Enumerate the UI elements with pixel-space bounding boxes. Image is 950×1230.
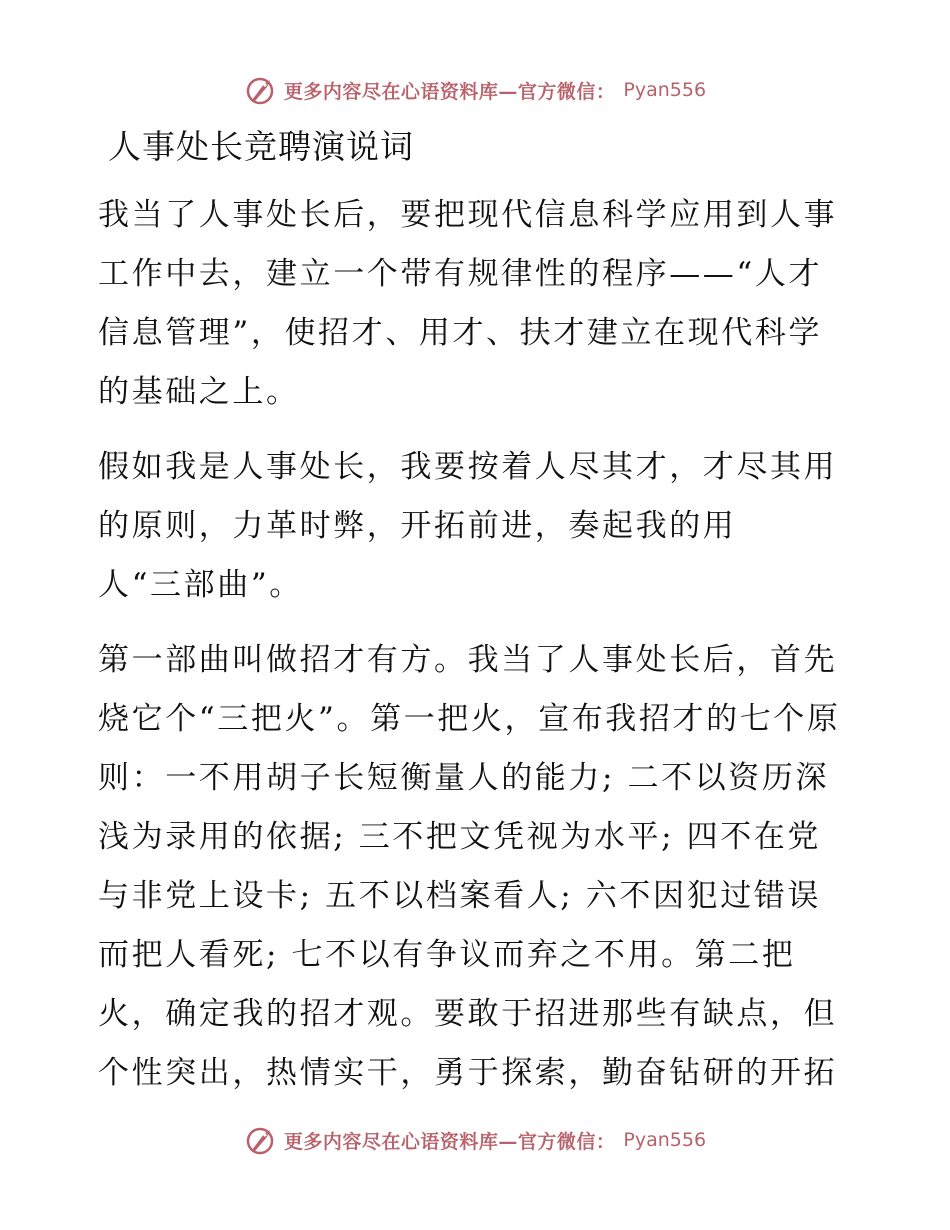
watermark-wechat-id: Pyan556: [623, 79, 707, 101]
watermark-wechat-id: Pyan556: [623, 1129, 707, 1151]
paragraph-1: 我当了人事处长后，要把现代信息科学应用到人事工作中去，建立一个带有规律性的程序——“人才信息管理”，使招才、用才、扶才建立在现代科学的基础之上。: [98, 197, 838, 410]
watermark-text: 更多内容尽在心语资料库—官方微信：: [283, 1130, 616, 1153]
paragraph-2: 假如我是人事处长，我要按着人尽其才，才尽其用的原则，力革时弊，开拓前进，奏起我的用 人“三部曲”。: [98, 449, 838, 603]
pen-nib-icon: [244, 1124, 276, 1156]
pen-nib-icon: [244, 74, 276, 106]
document-title: 人事处长竞聘演说词: [108, 127, 414, 166]
watermark-text: 更多内容尽在心语资料库—官方微信：: [283, 80, 616, 103]
paragraph-3: 第一部曲叫做招才有方。我当了人事处长后，首先烧它个“三把火”。第一把火，宣布我招才的七个原则：一不用胡子长短衡量人的能力; 二不以资历深浅为录用的依据; 三不把文凭视为水平; 四不在党与非党上设卡; 五不以档案看人; 六不因犯过错误而把人看死; 七不以有争议而弃之不用。第二把 火，确定我的招才观。要敢于招进那些有缺点，但个性突出，热情实干，勇于探索，勤奋钻研的开拓: [98, 642, 841, 1091]
watermark-header: [0, 70, 950, 110]
watermark-footer: [0, 1120, 950, 1160]
document-body: [98, 122, 853, 1103]
